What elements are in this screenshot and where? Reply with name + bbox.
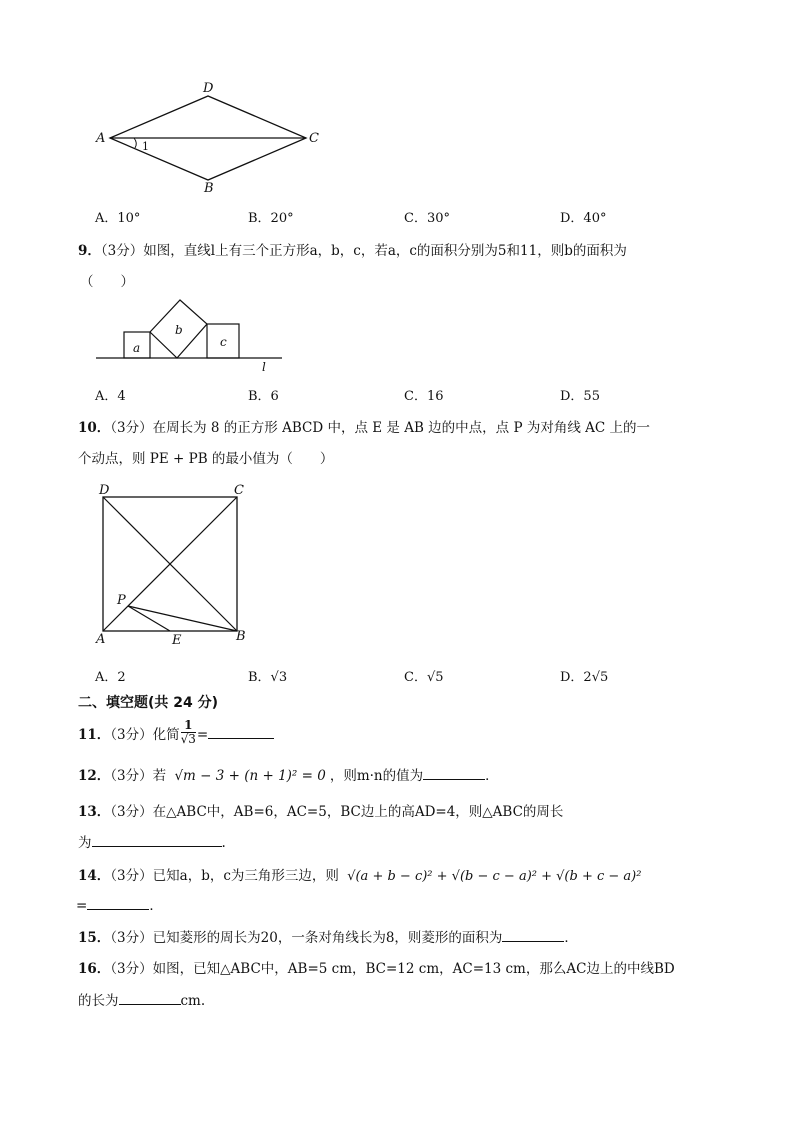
q14-line2 bbox=[76, 894, 163, 914]
q8-label-a: A bbox=[96, 131, 106, 146]
q15-line bbox=[78, 926, 578, 946]
q16-line1 bbox=[78, 957, 675, 977]
q9-option-b[interactable]: B．6 bbox=[248, 389, 279, 404]
q9-stem bbox=[78, 239, 627, 259]
q13-answer-blank[interactable] bbox=[92, 832, 222, 847]
q13-text: 在△ABC中，AB=6，AC=5，BC边上的高AD=4，则△ABC的周长 bbox=[152, 804, 564, 820]
q14-end: ． bbox=[149, 898, 163, 914]
q13-line1 bbox=[78, 800, 563, 820]
q12-suffix: ，则m·n的值为 bbox=[329, 768, 424, 784]
q10-label-d: D bbox=[99, 483, 110, 498]
q11-frac-num: 1 bbox=[181, 719, 196, 733]
q13-number: 13． bbox=[78, 804, 111, 820]
q14-text: 已知a，b，c为三角形三边，则 bbox=[152, 868, 339, 884]
q14-expression: √(a + b − c)² + √(b − c − a)² + √(b + c − a)² bbox=[347, 869, 642, 884]
q11-line bbox=[78, 718, 274, 753]
q16-unit: cm. bbox=[180, 993, 206, 1009]
q8-label-b: B bbox=[204, 181, 214, 196]
q12-end: ． bbox=[485, 768, 499, 784]
q9-label-a: a bbox=[133, 341, 141, 355]
q9-paren: （ ） bbox=[80, 274, 134, 290]
q10-label-p: P bbox=[117, 593, 126, 608]
q11-answer-blank[interactable] bbox=[208, 724, 274, 739]
q12-expression: √m − 3 + (n + 1)² = 0 bbox=[174, 768, 326, 784]
q9-text: 如图，直线l上有三个正方形a，b，c，若a，c的面积分别为5和11，则b的面积为 bbox=[143, 243, 627, 259]
q10-text-line1: 在周长为 8 的正方形 ABCD 中，点 E 是 AB 边的中点，点 P 为对角线 AC 上的一 bbox=[152, 420, 650, 436]
q10-option-d[interactable]: D．2√5 bbox=[560, 670, 609, 685]
q11-eq: = bbox=[196, 727, 209, 743]
q9-label-b: b bbox=[175, 323, 183, 337]
q8-label-d: D bbox=[203, 81, 214, 96]
q8-option-b[interactable]: B．20° bbox=[248, 211, 294, 226]
q9-label-l: l bbox=[262, 360, 266, 374]
q11-text: 化简 bbox=[152, 727, 180, 743]
q10-label-b: B bbox=[236, 629, 246, 644]
q10-square-figure bbox=[90, 480, 260, 650]
q13-score: （3分） bbox=[110, 804, 153, 820]
q11-number: 11． bbox=[78, 727, 111, 743]
q9-option-d[interactable]: D．55 bbox=[560, 389, 600, 404]
q11-frac-den: √3 bbox=[180, 732, 196, 746]
q15-answer-blank[interactable] bbox=[502, 927, 564, 942]
q15-number: 15． bbox=[78, 930, 111, 946]
q11-fraction bbox=[181, 719, 196, 746]
q15-score: （3分） bbox=[110, 930, 153, 946]
q10-stem-line2: 个动点，则 PE + PB 的最小值为（ ） bbox=[78, 451, 334, 467]
q8-option-a[interactable]: A．10° bbox=[95, 211, 141, 226]
q10-option-c[interactable]: C．√5 bbox=[404, 670, 444, 685]
q16-text: 如图，已知△ABC中，AB=5 cm，BC=12 cm，AC=13 cm，那么AC边上的中线BD bbox=[152, 961, 675, 977]
q8-option-c[interactable]: C．30° bbox=[404, 211, 450, 226]
q16-line2 bbox=[78, 989, 205, 1009]
q10-option-b[interactable]: B．√3 bbox=[248, 670, 288, 685]
q13-line2 bbox=[78, 831, 226, 851]
q12-prefix: 若 bbox=[152, 768, 167, 784]
q9-label-c: c bbox=[220, 335, 227, 349]
q14-score: （3分） bbox=[110, 868, 153, 884]
q8-label-c: C bbox=[309, 131, 319, 146]
q8-rhombus-figure bbox=[90, 78, 330, 198]
q8-options bbox=[95, 207, 715, 225]
q9-number: 9． bbox=[78, 243, 101, 259]
q11-score: （3分） bbox=[110, 727, 153, 743]
q9-option-c[interactable]: C．16 bbox=[404, 389, 444, 404]
q10-label-a: A bbox=[96, 632, 106, 647]
q16-score: （3分） bbox=[110, 961, 153, 977]
q12-answer-blank[interactable] bbox=[423, 765, 485, 780]
q10-number: 10． bbox=[78, 420, 111, 436]
q10-options bbox=[95, 666, 715, 684]
q16-line2-text: 的长为 bbox=[78, 993, 119, 1009]
q15-text: 已知菱形的周长为20，一条对角线长为8，则菱形的面积为 bbox=[152, 930, 503, 946]
q10-label-e: E bbox=[172, 633, 182, 648]
q10-label-c: C bbox=[234, 483, 244, 498]
q8-option-d[interactable]: D．40° bbox=[560, 211, 607, 226]
q14-line1 bbox=[78, 864, 641, 884]
q8-label-angle1: 1 bbox=[142, 140, 149, 153]
section-fill-in-title: 二、填空题(共 24 分) bbox=[78, 695, 219, 711]
q14-number: 14． bbox=[78, 868, 111, 884]
q9-squares-figure bbox=[92, 296, 292, 376]
q16-number: 16． bbox=[78, 961, 111, 977]
q14-eq: = bbox=[76, 898, 88, 914]
q12-score: （3分） bbox=[110, 768, 153, 784]
q13-line2-text: 为 bbox=[78, 835, 92, 851]
q9-option-a[interactable]: A．4 bbox=[95, 389, 126, 404]
q15-end: ． bbox=[564, 930, 578, 946]
q10-option-a[interactable]: A．2 bbox=[95, 670, 126, 685]
q16-answer-blank[interactable] bbox=[119, 990, 181, 1005]
q14-answer-blank[interactable] bbox=[87, 895, 149, 910]
q12-line bbox=[78, 764, 499, 784]
q13-end: . bbox=[221, 835, 226, 851]
q9-options bbox=[95, 385, 715, 403]
q10-score: （3分） bbox=[110, 420, 153, 436]
q10-stem-line1 bbox=[78, 416, 650, 436]
q12-number: 12． bbox=[78, 768, 111, 784]
q9-score: （3分） bbox=[100, 243, 144, 259]
